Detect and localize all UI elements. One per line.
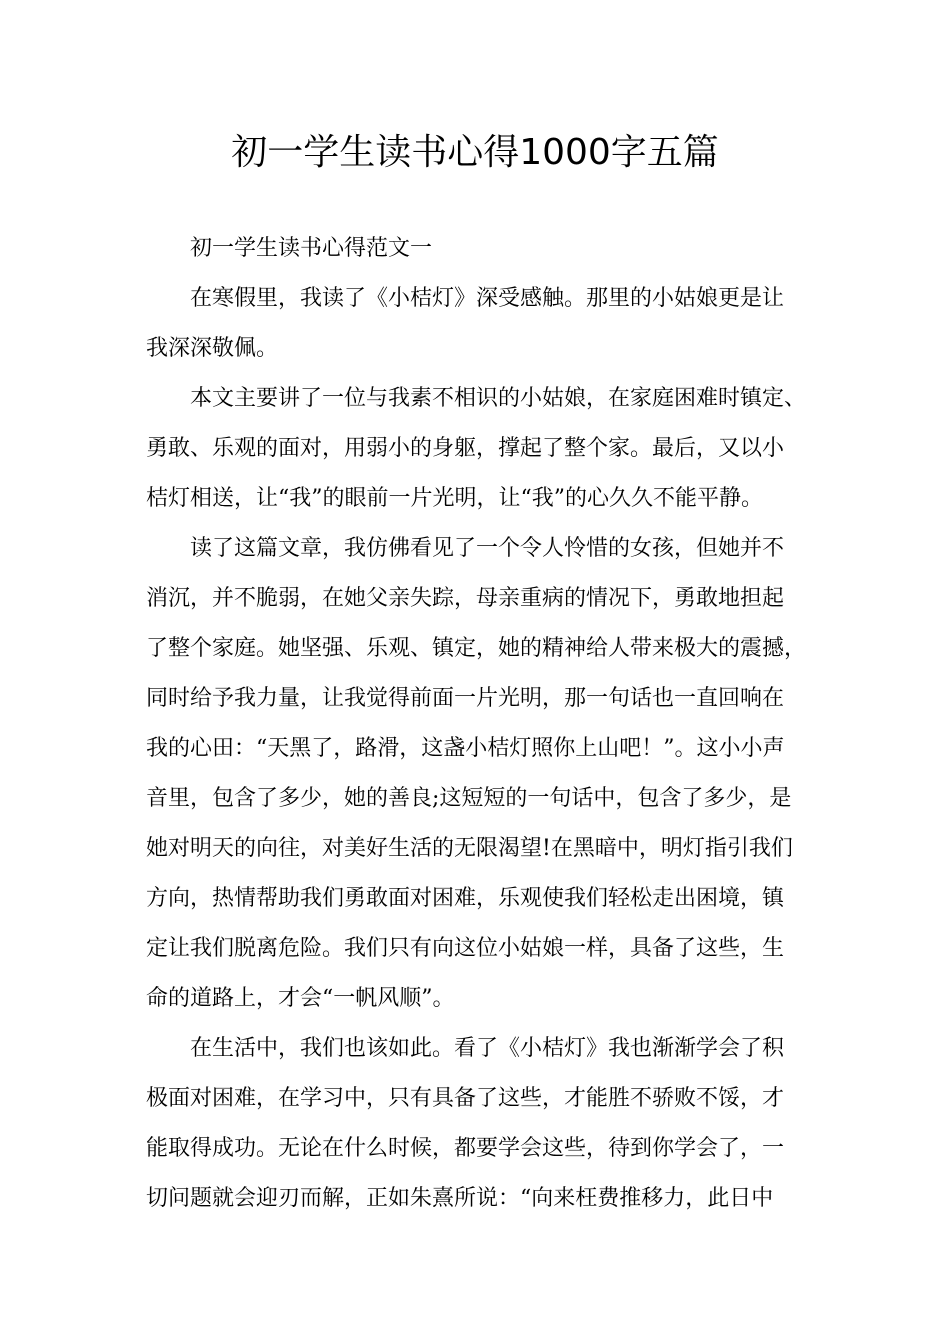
paragraph-4 [146, 1024, 810, 1224]
paragraph-line: 了整个家庭。她坚强、乐观、镇定，她的精神给人带来极大的震撼， [146, 636, 807, 661]
section-subheading: 初一学生读书心得范文一 [190, 236, 433, 261]
paragraph-line: 我的心田：“天黑了，路滑，这盏小桔灯照你上山吧！”。这小小声 [146, 736, 785, 761]
paragraph-line: 切问题就会迎刃而解，正如朱熹所说：“向来枉费推移力，此日中 [146, 1186, 774, 1211]
paragraph-line: 方向，热情帮助我们勇敢面对困难，乐观使我们轻松走出困境，镇 [146, 886, 785, 911]
paragraph-line: 消沉，并不脆弱，在她父亲失踪，母亲重病的情况下，勇敢地担起 [146, 586, 785, 611]
paragraph-line: 她对明天的向往，对美好生活的无限渴望!在黑暗中，明灯指引我们 [146, 836, 793, 861]
paragraph-line: 读了这篇文章，我仿佛看见了一个令人怜惜的女孩，但她并不 [190, 536, 785, 561]
paragraph-line: 本文主要讲了一位与我素不相识的小姑娘，在家庭困难时镇定、 [190, 386, 807, 411]
document-body [146, 224, 810, 1224]
paragraph-1 [146, 274, 810, 374]
paragraph-line: 勇敢、乐观的面对，用弱小的身躯，撑起了整个家。最后，又以小 [146, 436, 785, 461]
paragraph-line: 能取得成功。无论在什么时候，都要学会这些，待到你学会了，一 [146, 1136, 785, 1161]
paragraph-line: 极面对困难，在学习中，只有具备了这些，才能胜不骄败不馁，才 [146, 1086, 785, 1111]
paragraph-line: 音里，包含了多少，她的善良;这短短的一句话中，包含了多少，是 [146, 786, 792, 811]
paragraph-line: 在寒假里，我读了《小桔灯》深受感触。那里的小姑娘更是让 [190, 286, 785, 311]
document-title: 初一学生读书心得1000字五篇 [231, 132, 719, 173]
paragraph-line: 命的道路上，才会“一帆风顺”。 [146, 986, 455, 1011]
paragraph-line: 同时给予我力量，让我觉得前面一片光明，那一句话也一直回响在 [146, 686, 785, 711]
paragraph-line: 定让我们脱离危险。我们只有向这位小姑娘一样，具备了这些，生 [146, 936, 785, 961]
paragraph-2 [146, 374, 810, 524]
paragraph-line: 我深深敬佩。 [146, 336, 279, 361]
paragraph-line: 在生活中，我们也该如此。看了《小桔灯》我也渐渐学会了积 [190, 1036, 785, 1061]
paragraph-line: 桔灯相送，让“我”的眼前一片光明，让“我”的心久久不能平静。 [146, 486, 763, 511]
paragraph-3 [146, 524, 810, 1024]
